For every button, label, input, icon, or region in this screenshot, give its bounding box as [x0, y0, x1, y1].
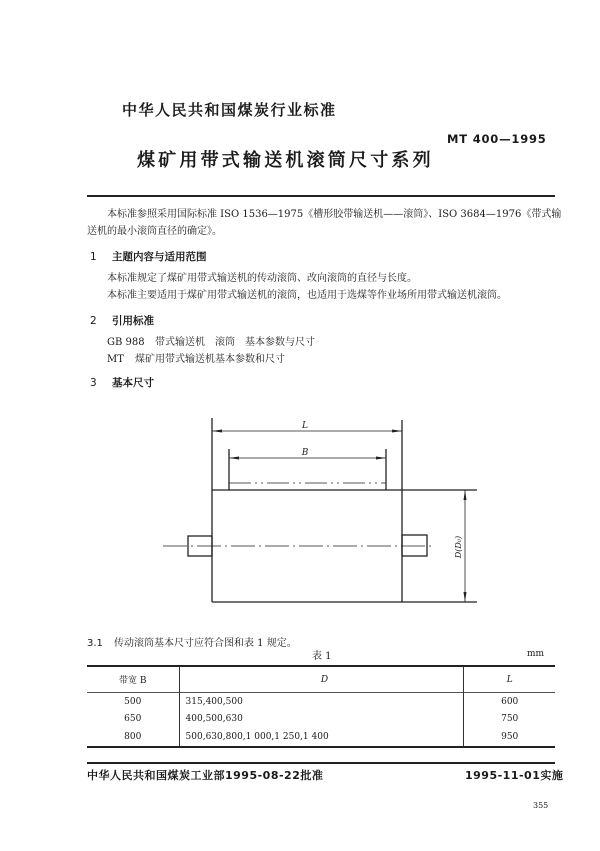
section-number: 2 [90, 315, 97, 327]
issuing-organization: 中华人民共和国煤炭行业标准 [122, 101, 337, 119]
section-title: 基本尺寸 [112, 377, 154, 389]
column-header-D: D [179, 666, 464, 693]
cell-belt-width: 500 [124, 696, 142, 707]
implementation-date: 1995-11-01实施 [465, 769, 564, 782]
cell-diameters: 315,400,500 [179, 693, 464, 711]
cell-belt-width: 800 [124, 731, 142, 742]
standard-code: MT 400—1995 [447, 132, 547, 146]
reference-code: GB 988 [107, 337, 145, 348]
cell-diameters: 500,630,800,1 000,1 250,1 400 [179, 728, 464, 747]
section-title: 引用标准 [112, 315, 154, 327]
approval-statement: 中华人民共和国煤炭工业部1995-08-22批准 [87, 769, 324, 782]
document-title: 煤矿用带式输送机滚筒尺寸系列 [137, 150, 434, 171]
section-1-paragraph-1: 本标准规定了煤矿用带式输送机的传动滚筒、改向滚筒的直径与长度。 [107, 273, 417, 284]
section-title: 主题内容与适用范围 [112, 251, 207, 263]
table-header-row [87, 666, 555, 693]
footer-divider [87, 762, 555, 764]
reference-text: 带式输送机 滚筒 基本参数与尺寸 [155, 337, 315, 348]
page-number: 355 [533, 801, 549, 810]
cell-diameters: 400,500,630 [179, 711, 464, 729]
section-number: 1 [90, 251, 97, 263]
cell-belt-width: 650 [124, 714, 142, 725]
cell-length: 950 [501, 731, 519, 742]
cell-length: 750 [501, 714, 519, 725]
clause-number: 3.1 [87, 638, 103, 649]
column-header-L: L [506, 674, 513, 685]
table-caption: 表 1 [312, 651, 332, 662]
dimension-label-B: B [301, 448, 309, 458]
table-row [87, 728, 555, 747]
section-1-paragraph-2: 本标准主要适用于煤矿用带式输送机的滚筒，也适用于选煤等作业场所用带式输送机滚筒。 [107, 290, 507, 301]
table-unit: mm [527, 649, 545, 659]
reference-code: MT [107, 354, 124, 365]
cell-length: 600 [501, 696, 519, 707]
intro-line-2: 送机的最小滚筒直径的确定》。 [87, 226, 222, 237]
reference-text: 煤矿用带式输送机基本参数和尺寸 [135, 354, 285, 365]
table-row [87, 711, 555, 729]
clause-text: 传动滚筒基本尺寸应符合图和表 1 规定。 [114, 638, 297, 649]
table-1 [87, 665, 555, 748]
intro-line-1: 本标准参照采用国际标准 ISO 1536—1975《槽形胶带输送机——滚筒》、ISO 3684—1976《带式输 [107, 209, 562, 220]
section-number: 3 [90, 377, 97, 389]
dimension-label-L: L [302, 421, 308, 431]
clause-3-1 [87, 634, 297, 649]
table-row [87, 693, 555, 711]
column-header-belt-width: 带宽 B [119, 676, 147, 686]
dimension-label-D: D(D₀) [454, 535, 463, 559]
